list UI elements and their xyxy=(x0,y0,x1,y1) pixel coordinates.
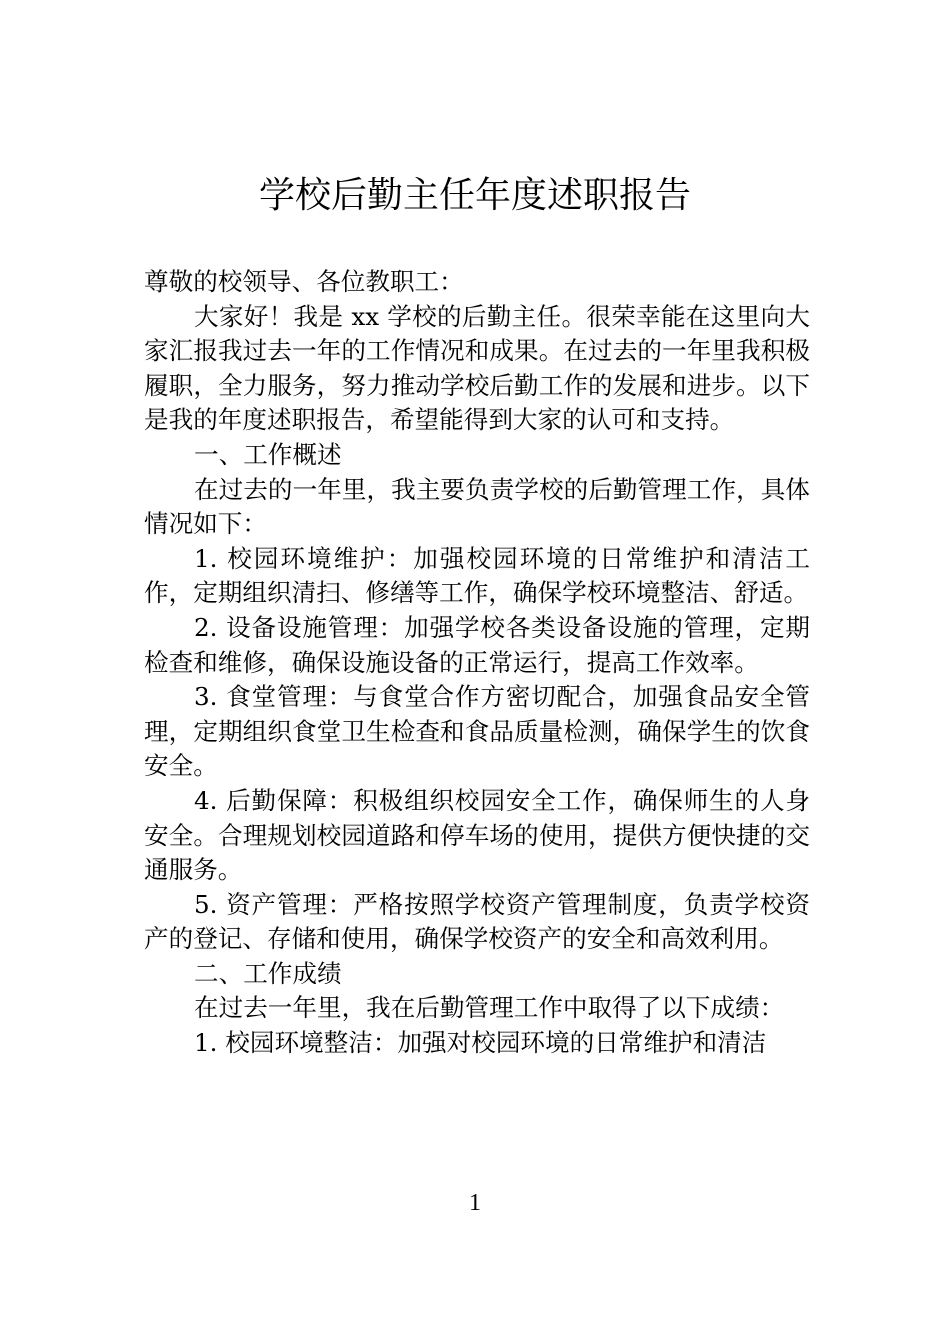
list-item-clean-campus: 1. 校园环境整洁：加强对校园环境的日常维护和清洁 xyxy=(194,1028,767,1058)
list-item-canteen: 3. 食堂管理：与食堂合作方密切配合，加强食品安全管理，定期组织食堂卫生检查和食品质量检测，确保学生的饮食安全。 xyxy=(144,682,810,781)
document-title: 学校后勤主任年度述职报告 xyxy=(258,175,691,216)
salutation: 尊敬的校领导、各位教职工： xyxy=(144,267,464,296)
page-number: 1 xyxy=(469,1190,481,1216)
list-item-logistics: 4. 后勤保障：积极组织校园安全工作，确保师生的人身安全。合理规划校园道路和停车场的使用，提供方便快捷的交通服务。 xyxy=(144,785,810,885)
list-item-assets: 5. 资产管理：严格按照学校资产管理制度，负责学校资产的登记、存储和使用，确保学校资产的安全和高效利用。 xyxy=(144,889,810,954)
list-item-environment: 1. 校园环境维护：加强校园环境的日常维护和清洁工作，定期组织清扫、修缮等工作，确保学校环境整洁、舒适。 xyxy=(144,543,810,608)
section-heading-achievements: 二、工作成绩 xyxy=(194,958,342,988)
document-body xyxy=(144,265,810,1061)
list-item-equipment: 2. 设备设施管理：加强学校各类设备设施的管理，定期检查和维修，确保设施设备的正常运行，提高工作效率。 xyxy=(144,612,810,677)
section-heading-overview: 一、工作概述 xyxy=(194,439,342,469)
paragraph-achievements: 在过去一年里，我在后勤管理工作中取得了以下成绩： xyxy=(194,993,785,1023)
paragraph-overview: 在过去的一年里，我主要负责学校的后勤管理工作，具体情况如下： xyxy=(144,474,810,539)
paragraph-intro: 大家好！我是 xx 学校的后勤主任。很荣幸能在这里向大家汇报我过去一年的工作情况和成果。在过去的一年里我积极履职，全力服务，努力推动学校后勤工作的发展和进步。以下是我的年度述职报告，希望能得到大家的认可和支持。 xyxy=(144,301,810,435)
